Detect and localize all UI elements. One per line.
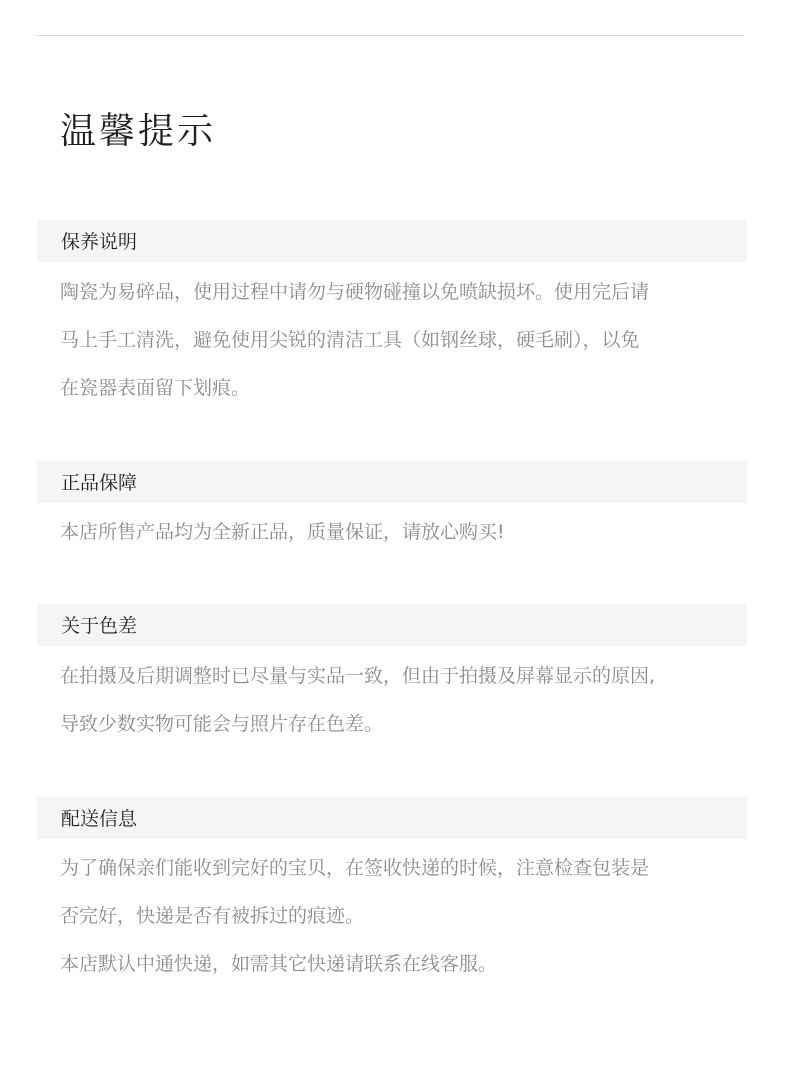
delivery-text-line-1: 为了确保亲们能收到完好的宝贝，在签收快递的时候，注意检查包装是 [60, 857, 650, 879]
top-divider [36, 35, 744, 36]
care-text-line-1: 陶瓷为易碎品，使用过程中请勿与硬物碰撞以免喷缺损坏。使用完后请 [60, 281, 650, 303]
section-heading-authentic: 正品保障 [61, 472, 138, 494]
section-header-color [37, 604, 747, 646]
section-heading-color: 关于色差 [61, 615, 138, 637]
delivery-text-line-2: 否完好，快递是否有被拆过的痕迹。 [60, 905, 365, 927]
care-text-line-2: 马上手工清洗，避免使用尖锐的清洁工具（如钢丝球，硬毛刷），以免 [60, 329, 640, 351]
section-header-authentic [37, 461, 747, 503]
section-header-care [37, 220, 747, 262]
color-text-line-2: 导致少数实物可能会与照片存在色差。 [60, 713, 384, 735]
section-heading-care: 保养说明 [61, 231, 138, 253]
care-text-line-3: 在瓷器表面留下划痕。 [60, 377, 251, 399]
section-header-delivery [37, 797, 747, 839]
authentic-text-line-1: 本店所售产品均为全新正品，质量保证，请放心购买! [60, 521, 505, 543]
section-heading-delivery: 配送信息 [61, 808, 138, 830]
delivery-text-line-3: 本店默认中通快递，如需其它快递请联系在线客服。 [60, 953, 498, 975]
page-title: 温馨提示 [60, 111, 217, 152]
color-text-line-1: 在拍摄及后期调整时已尽量与实品一致，但由于拍摄及屏幕显示的原因, [60, 665, 656, 687]
